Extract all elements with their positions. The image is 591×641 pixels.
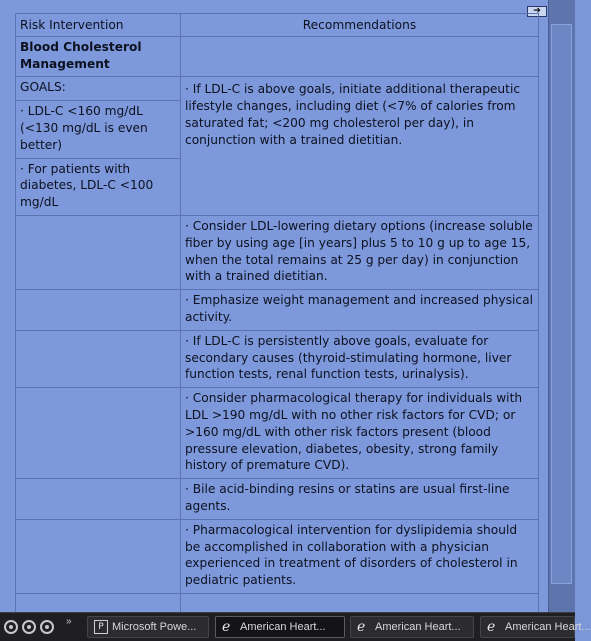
risk-intervention-header: Risk Intervention [16, 14, 181, 37]
table-row [16, 479, 539, 520]
recommendation-text: · If LDL-C is above goals, initiate additional therapeutic lifestyle changes, including diet (<7% of calories from saturated fat; <200 mg cholesterol per day), in conjunction with a trained dietitian. [185, 82, 521, 147]
ie-icon: e [357, 619, 366, 635]
table-row [16, 330, 539, 387]
taskbar [0, 612, 591, 641]
recommendation-cell: · Bile acid-binding resins or statins are usual first-line agents. [181, 479, 539, 520]
taskbar-button-label: Microsoft Powe... [112, 621, 197, 633]
goal-item: · LDL-C <160 mg/dL (<130 mg/dL is even better) [16, 101, 180, 158]
taskbar-button-browser[interactable] [350, 616, 474, 638]
taskbar-button-label: American Heart... [375, 621, 461, 633]
recommendation-cell: · If LDL-C is persistently above goals, evaluate for secondary causes (thyroid-stimulating hormone, liver function tests, renal function tests, urinalysis). [181, 330, 539, 387]
table-row [16, 388, 539, 479]
recommendation-cell [181, 77, 539, 216]
goals-label: GOALS: [16, 77, 180, 101]
table-header-row [16, 14, 539, 37]
empty-cell [16, 290, 181, 331]
taskbar-button-label: American Heart... [505, 621, 591, 633]
recommendation-cell: · Pharmacological intervention for dyslipidemia should be accomplished in collaboration with a physician experienced in treatment of disorders of cholesterol in pediatric patients. [181, 519, 539, 593]
recommendations-table [15, 13, 539, 631]
vertical-scrollbar[interactable] [548, 0, 575, 612]
table-row [16, 290, 539, 331]
table-row [16, 215, 539, 289]
taskbar-button-powerpoint[interactable] [87, 616, 209, 638]
recommendation-cell: · Consider pharmacological therapy for individuals with LDL >190 mg/dL with no other risk factors for CVD; or >160 mg/dL with other risk factors present (blood pressure elevation, diabetes, obesity, strong family history of premature CVD). [181, 388, 539, 479]
table-row [16, 519, 539, 593]
section-title: Blood Cholesterol Management [16, 36, 181, 77]
empty-cell [16, 215, 181, 289]
ie-icon: e [222, 619, 231, 635]
tray-app-icon[interactable] [4, 620, 18, 634]
ie-icon: e [487, 619, 496, 635]
goal-item: · For patients with diabetes, LDL-C <100 mg/dL [20, 161, 154, 210]
arrow-right-icon: ➔ [533, 6, 541, 16]
quicklaunch-overflow-icon[interactable]: » [66, 616, 72, 627]
goals-cell [16, 77, 181, 216]
powerpoint-icon: P [94, 620, 108, 634]
table-row [16, 77, 539, 216]
section-row [16, 36, 539, 77]
taskbar-button-label: American Heart... [240, 621, 326, 633]
taskbar-button-browser[interactable] [215, 616, 345, 638]
recommendation-cell: · Emphasize weight management and increased physical activity. [181, 290, 539, 331]
taskbar-button-browser[interactable] [480, 616, 591, 638]
recommendation-cell: · Consider LDL-lowering dietary options (increase soluble fiber by using age [in years] plus 5 to 10 g up to age 15, when the total remains at 25 g per day) in conjunction with a trained dietitian. [181, 215, 539, 289]
empty-cell [16, 388, 181, 479]
empty-cell [16, 519, 181, 593]
empty-cell [181, 36, 539, 77]
empty-cell [16, 330, 181, 387]
empty-cell [16, 479, 181, 520]
scrollbar-thumb[interactable] [551, 24, 572, 584]
tray-app-icon[interactable] [22, 620, 36, 634]
recommendations-header: Recommendations [181, 14, 539, 37]
tray-app-icon[interactable] [40, 620, 54, 634]
